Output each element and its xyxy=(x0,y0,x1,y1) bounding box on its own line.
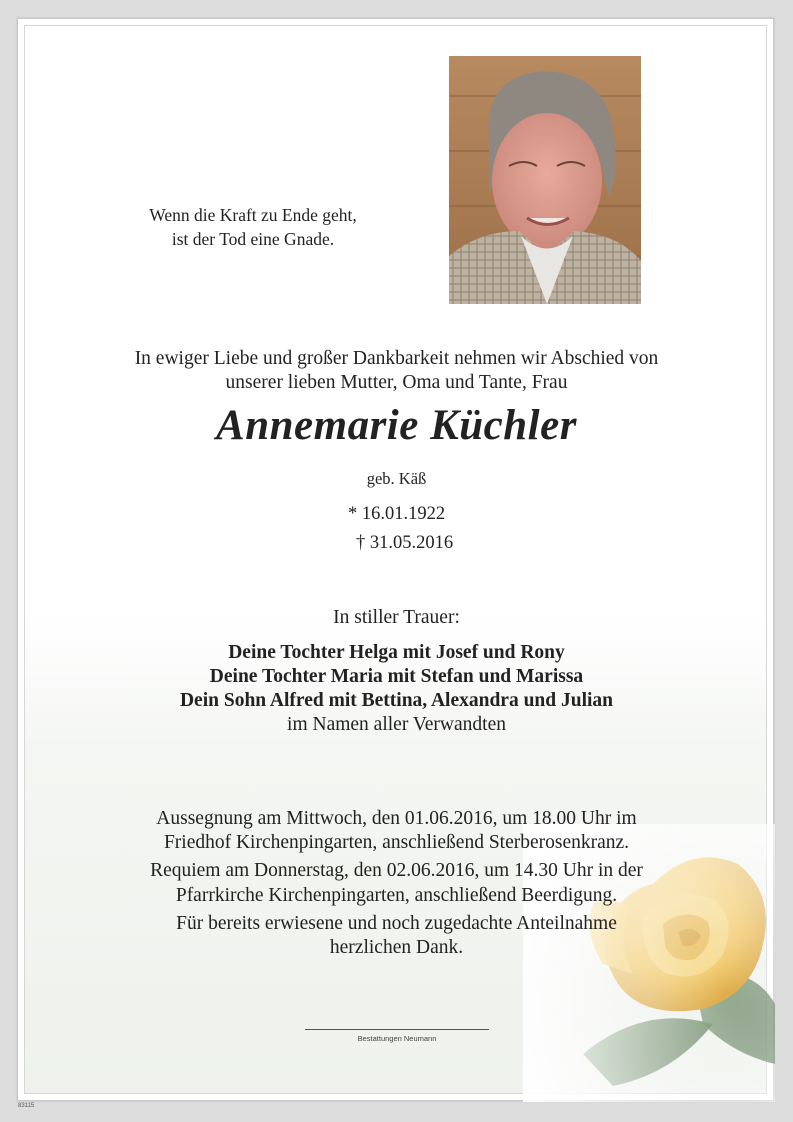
mourners-list xyxy=(58,641,735,737)
mourning-heading: In stiller Trauer: xyxy=(333,607,460,628)
deceased-name: Annemarie Küchler xyxy=(216,402,577,449)
service-line: Aussegnung am Mittwoch, den 01.06.2016, um 18.00 Uhr im xyxy=(156,808,637,829)
maiden-name: geb. Käß xyxy=(366,469,427,488)
intro-text xyxy=(58,347,735,395)
mourner-line: Dein Sohn Alfred mit Bettina, Alexandra und Julian xyxy=(179,690,614,711)
death-date: † 31.05.2016 xyxy=(355,533,454,553)
birth-date: * 16.01.1922 xyxy=(347,504,446,524)
signature-line xyxy=(305,1029,489,1030)
relatives-line: im Namen aller Verwandten xyxy=(287,714,506,735)
funeral-home-label: Bestattungen Neumann xyxy=(357,1034,437,1043)
motto-line: ist der Tod eine Gnade. xyxy=(171,229,335,249)
motto xyxy=(118,203,388,251)
motto-line: Wenn die Kraft zu Ende geht, xyxy=(149,205,357,225)
thanks-line: Für bereits erwiesene und noch zugedachte Anteilnahme xyxy=(176,912,617,934)
intro-line: In ewiger Liebe und großer Dankbarkeit nehmen wir Abschied von xyxy=(134,348,659,369)
print-code: 83115 xyxy=(18,1103,35,1109)
service-line: Friedhof Kirchenpingarten, anschließend Sterberosenkranz. xyxy=(163,832,630,854)
mourner-line: Deine Tochter Helga mit Josef und Rony xyxy=(228,642,565,663)
intro-line: unserer lieben Mutter, Oma und Tante, Frau xyxy=(225,372,568,393)
mourner-line: Deine Tochter Maria mit Stefan und Marissa xyxy=(209,666,584,687)
obituary-sheet xyxy=(17,18,774,1101)
portrait-photo xyxy=(449,56,641,304)
thanks-line: herzlichen Dank. xyxy=(329,937,464,959)
service-line: Pfarrkirche Kirchenpingarten, anschließend Beerdigung. xyxy=(175,884,618,906)
service-info xyxy=(58,807,735,960)
service-line: Requiem am Donnerstag, den 02.06.2016, um 14.30 Uhr in der xyxy=(150,860,643,882)
